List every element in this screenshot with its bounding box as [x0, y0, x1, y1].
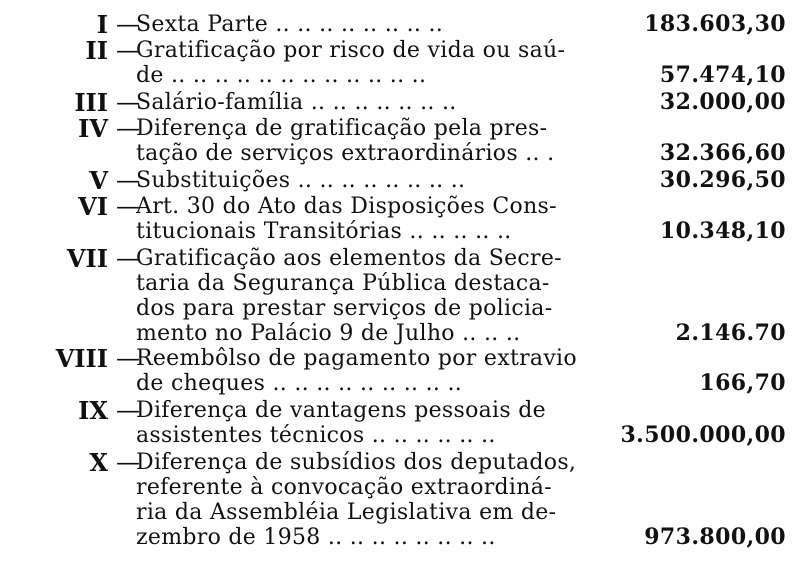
- item-numeral: III: [74, 88, 108, 117]
- item-value: 166,70: [699, 370, 786, 396]
- item-numeral: VIII: [55, 344, 108, 373]
- item-numeral: X: [89, 448, 108, 477]
- item-dash: —: [116, 10, 140, 38]
- item-description-line: referente à convocação extraordiná-: [136, 475, 552, 500]
- item-description: [136, 398, 631, 448]
- item-description-line: Diferença de gratificação pela pres-: [136, 116, 548, 141]
- item-value: 3.500.000,00: [620, 422, 786, 448]
- item-description-line: mento no Palácio 9 de Julho .. .. ..: [136, 321, 521, 346]
- item-description-line: Substituições .. .. .. .. .. .. .. ..: [136, 168, 466, 193]
- item-dash: —: [116, 396, 140, 424]
- item-dash: —: [116, 244, 140, 272]
- item-description-line: de .. .. .. .. .. .. .. .. .. .. .. ..: [136, 63, 427, 88]
- item-value: 32.000,00: [659, 89, 786, 115]
- item-numeral: IV: [78, 114, 108, 143]
- item-description-line: Reembôlso de pagamento por extravio: [136, 346, 577, 371]
- item-description: [136, 194, 631, 244]
- item-description-line: Gratificação aos elementos da Secre-: [136, 246, 562, 271]
- item-description-line: Art. 30 do Ato das Disposições Cons-: [136, 194, 557, 219]
- item-numeral: IX: [78, 396, 108, 425]
- item-description: [136, 246, 631, 346]
- item-dash: —: [116, 88, 140, 116]
- item-dash: —: [116, 166, 140, 194]
- item-description-line: ria da Assembléia Legislativa em de-: [136, 500, 557, 525]
- item-description-line: assistentes técnicos .. .. .. .. .. ..: [136, 423, 496, 448]
- item-value: 57.474,10: [659, 62, 786, 88]
- item-description: [136, 116, 631, 166]
- item-description-line: Salário-família .. .. .. .. .. .. ..: [136, 90, 457, 115]
- item-value: 2.146.70: [675, 320, 786, 346]
- item-description-line: tação de serviços extraordinários .. .: [136, 141, 555, 166]
- item-description-line: Diferença de vantagens pessoais de: [136, 398, 546, 423]
- item-description-line: titucionais Transitórias .. .. .. .. ..: [136, 219, 512, 244]
- item-description: [136, 90, 631, 115]
- item-value: 30.296,50: [659, 167, 786, 193]
- item-numeral: V: [89, 166, 108, 195]
- item-dash: —: [116, 344, 140, 372]
- item-description-line: Sexta Parte .. .. .. .. .. .. .. ..: [136, 12, 444, 37]
- item-numeral: VI: [78, 192, 108, 221]
- item-description: [136, 346, 631, 396]
- item-value: 973.800,00: [644, 524, 786, 550]
- item-numeral: VII: [66, 244, 108, 273]
- item-value: 10.348,10: [659, 218, 786, 244]
- item-description-line: de cheques .. .. .. .. .. .. .. .. ..: [136, 371, 463, 396]
- item-description: [136, 450, 631, 550]
- item-description-line: taria da Segurança Pública destaca-: [136, 271, 550, 296]
- item-dash: —: [116, 192, 140, 220]
- item-description-line: Gratificação por risco de vida ou saú-: [136, 38, 566, 63]
- item-description-line: dos para prestar serviços de policia-: [136, 296, 553, 321]
- item-dash: —: [116, 114, 140, 142]
- item-description-line: zembro de 1958 .. .. .. .. .. .. .. ..: [136, 525, 496, 550]
- item-value: 183.603,30: [644, 11, 786, 37]
- item-numeral: I: [96, 10, 108, 39]
- item-numeral: II: [85, 36, 108, 65]
- item-description: [136, 12, 631, 37]
- item-dash: —: [116, 36, 140, 64]
- item-description: [136, 38, 631, 88]
- item-description-line: Diferença de subsídios dos deputados,: [136, 450, 577, 475]
- item-dash: —: [116, 448, 140, 476]
- item-description: [136, 168, 631, 193]
- item-value: 32.366,60: [659, 140, 786, 166]
